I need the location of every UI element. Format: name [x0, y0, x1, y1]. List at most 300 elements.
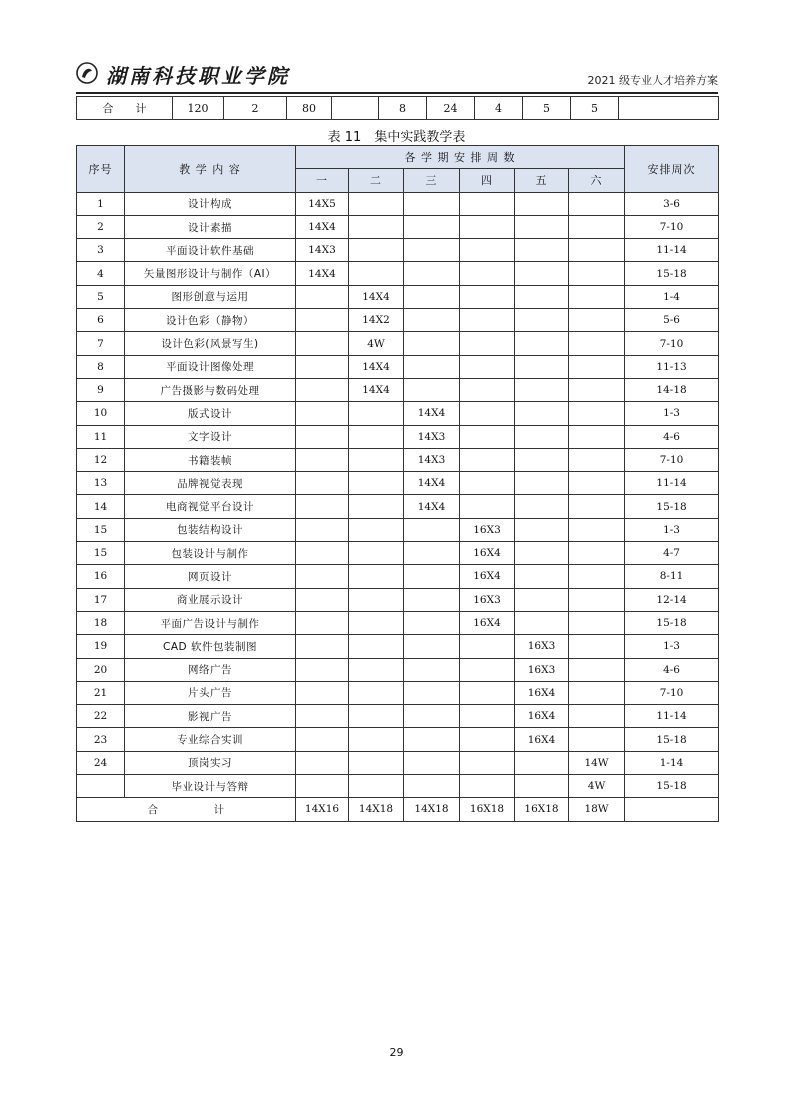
row-semester-2 [349, 192, 404, 215]
page-number: 29 [389, 1046, 404, 1059]
table-row [77, 518, 719, 541]
row-semester-1 [296, 285, 349, 308]
summary-cell [619, 97, 719, 120]
row-semester-2 [349, 542, 404, 565]
row-weeks: 15-18 [625, 775, 719, 798]
row-semester-1 [296, 635, 349, 658]
row-seq: 8 [77, 355, 125, 378]
row-semester-1 [296, 565, 349, 588]
table-row [77, 332, 719, 355]
row-semester-5: 16X4 [515, 728, 569, 751]
row-semester-2 [349, 681, 404, 704]
row-content: 平面设计图像处理 [125, 355, 296, 378]
row-content: 影视广告 [125, 705, 296, 728]
row-semester-3 [404, 588, 460, 611]
row-content: 包装结构设计 [125, 518, 296, 541]
row-semester-2 [349, 448, 404, 471]
row-semester-1 [296, 425, 349, 448]
row-semester-5 [515, 239, 569, 262]
row-weeks: 12-14 [625, 588, 719, 611]
row-content: 矢量图形设计与制作（AI） [125, 262, 296, 285]
row-semester-1 [296, 681, 349, 704]
row-semester-5 [515, 588, 569, 611]
total-semester-6: 18W [569, 798, 625, 821]
row-semester-6 [569, 518, 625, 541]
row-semester-6 [569, 658, 625, 681]
row-weeks: 7-10 [625, 448, 719, 471]
row-semester-1 [296, 728, 349, 751]
header-semester-5: 五 [515, 169, 569, 192]
row-content: 专业综合实训 [125, 728, 296, 751]
row-semester-4: 16X3 [460, 518, 515, 541]
row-semester-5: 16X3 [515, 635, 569, 658]
row-semester-2 [349, 472, 404, 495]
row-semester-1 [296, 588, 349, 611]
table-row [77, 262, 719, 285]
row-semester-5 [515, 518, 569, 541]
row-weeks: 1-3 [625, 518, 719, 541]
row-semester-4 [460, 285, 515, 308]
row-weeks: 8-11 [625, 565, 719, 588]
row-semester-1 [296, 705, 349, 728]
row-semester-4 [460, 728, 515, 751]
practice-table [76, 145, 719, 822]
row-semester-3 [404, 192, 460, 215]
row-content: 商业展示设计 [125, 588, 296, 611]
row-weeks: 11-14 [625, 705, 719, 728]
total-semester-5: 16X18 [515, 798, 569, 821]
row-weeks: 11-13 [625, 355, 719, 378]
row-semester-3 [404, 239, 460, 262]
table-row [77, 751, 719, 774]
row-semester-6 [569, 215, 625, 238]
row-semester-5 [515, 332, 569, 355]
row-semester-1: 14X4 [296, 262, 349, 285]
row-weeks: 11-14 [625, 472, 719, 495]
row-weeks: 14-18 [625, 378, 719, 401]
table-caption: 表 11 集中实践教学表 [327, 130, 466, 145]
row-semester-2: 14X2 [349, 309, 404, 332]
row-content: 品牌视觉表现 [125, 472, 296, 495]
row-semester-4: 16X3 [460, 588, 515, 611]
row-weeks: 4-6 [625, 425, 719, 448]
row-semester-4: 16X4 [460, 611, 515, 634]
summary-cell: 2 [224, 97, 287, 120]
row-semester-5 [515, 472, 569, 495]
row-semester-1 [296, 332, 349, 355]
row-semester-4 [460, 192, 515, 215]
row-semester-2 [349, 402, 404, 425]
table-row [77, 192, 719, 215]
row-semester-6 [569, 402, 625, 425]
header-semester-1: 一 [296, 169, 349, 192]
row-semester-5 [515, 285, 569, 308]
row-seq: 12 [77, 448, 125, 471]
row-seq: 4 [77, 262, 125, 285]
row-content: 网页设计 [125, 565, 296, 588]
row-semester-1: 14X5 [296, 192, 349, 215]
table-row [77, 472, 719, 495]
row-semester-3 [404, 355, 460, 378]
summary-cell [332, 97, 379, 120]
row-semester-5 [515, 215, 569, 238]
row-content: 文字设计 [125, 425, 296, 448]
row-semester-3 [404, 705, 460, 728]
summary-cell: 4 [475, 97, 523, 120]
header-semester-3: 三 [404, 169, 460, 192]
table-row [77, 309, 719, 332]
header-weeks: 安排周次 [625, 146, 719, 193]
row-content: 书籍装帧 [125, 448, 296, 471]
row-semester-2 [349, 588, 404, 611]
row-semester-1 [296, 775, 349, 798]
row-weeks: 3-6 [625, 192, 719, 215]
row-semester-3 [404, 681, 460, 704]
row-content: 顶岗实习 [125, 751, 296, 774]
row-semester-3 [404, 635, 460, 658]
header-row-1 [77, 146, 719, 169]
row-semester-6 [569, 332, 625, 355]
row-weeks: 4-6 [625, 658, 719, 681]
top-summary-row [77, 97, 719, 120]
row-semester-1 [296, 518, 349, 541]
row-content: 设计构成 [125, 192, 296, 215]
row-content: 网络广告 [125, 658, 296, 681]
table-row [77, 705, 719, 728]
row-semester-4 [460, 705, 515, 728]
row-semester-2 [349, 425, 404, 448]
row-semester-6 [569, 472, 625, 495]
row-content: 设计素描 [125, 215, 296, 238]
table-row [77, 542, 719, 565]
row-weeks: 4-7 [625, 542, 719, 565]
row-semester-6 [569, 611, 625, 634]
total-semester-1: 14X16 [296, 798, 349, 821]
table-row [77, 728, 719, 751]
row-semester-3: 14X4 [404, 472, 460, 495]
row-seq: 14 [77, 495, 125, 518]
row-semester-4 [460, 495, 515, 518]
table-row [77, 402, 719, 425]
plan-title: 2021 级专业人才培养方案 [587, 74, 718, 87]
table-row [77, 239, 719, 262]
row-seq: 2 [77, 215, 125, 238]
row-content: 设计色彩（静物） [125, 309, 296, 332]
row-seq: 18 [77, 611, 125, 634]
row-semester-4 [460, 239, 515, 262]
row-semester-3: 14X3 [404, 448, 460, 471]
row-weeks: 11-14 [625, 239, 719, 262]
summary-cell: 24 [427, 97, 475, 120]
row-content: 电商视觉平台设计 [125, 495, 296, 518]
row-semester-3: 14X4 [404, 402, 460, 425]
row-semester-5 [515, 565, 569, 588]
row-semester-1 [296, 402, 349, 425]
row-seq: 6 [77, 309, 125, 332]
row-semester-6 [569, 355, 625, 378]
row-semester-2 [349, 495, 404, 518]
table-row [77, 355, 719, 378]
summary-cell: 5 [523, 97, 571, 120]
row-semester-2: 14X4 [349, 378, 404, 401]
row-semester-6 [569, 448, 625, 471]
row-weeks: 1-3 [625, 402, 719, 425]
row-weeks: 15-18 [625, 728, 719, 751]
row-seq: 3 [77, 239, 125, 262]
table-row [77, 681, 719, 704]
row-semester-4 [460, 355, 515, 378]
row-semester-1: 14X3 [296, 239, 349, 262]
summary-cell: 合 计 [77, 97, 173, 120]
row-semester-6 [569, 495, 625, 518]
table-row [77, 378, 719, 401]
row-seq: 13 [77, 472, 125, 495]
row-content: 平面设计软件基础 [125, 239, 296, 262]
table-row [77, 285, 719, 308]
row-weeks: 7-10 [625, 681, 719, 704]
row-semester-5 [515, 775, 569, 798]
row-semester-2 [349, 518, 404, 541]
row-semester-3 [404, 309, 460, 332]
row-semester-6: 4W [569, 775, 625, 798]
row-semester-3: 14X4 [404, 495, 460, 518]
row-content: 毕业设计与答辩 [125, 775, 296, 798]
row-semester-1 [296, 448, 349, 471]
row-semester-6: 14W [569, 751, 625, 774]
table-row [77, 565, 719, 588]
row-content: CAD 软件包装制图 [125, 635, 296, 658]
row-semester-5 [515, 611, 569, 634]
row-semester-3: 14X3 [404, 425, 460, 448]
row-semester-5 [515, 542, 569, 565]
row-seq: 22 [77, 705, 125, 728]
row-semester-3 [404, 728, 460, 751]
header-semester-6: 六 [569, 169, 625, 192]
row-semester-5: 16X4 [515, 681, 569, 704]
row-semester-6 [569, 705, 625, 728]
row-semester-4 [460, 448, 515, 471]
summary-cell: 5 [571, 97, 619, 120]
row-semester-1 [296, 611, 349, 634]
row-semester-4 [460, 309, 515, 332]
row-weeks: 7-10 [625, 332, 719, 355]
row-semester-5 [515, 425, 569, 448]
row-content: 包装设计与制作 [125, 542, 296, 565]
table-row [77, 635, 719, 658]
row-semester-2 [349, 705, 404, 728]
row-semester-2 [349, 775, 404, 798]
row-semester-3 [404, 658, 460, 681]
row-semester-5 [515, 448, 569, 471]
row-semester-2 [349, 751, 404, 774]
row-semester-5 [515, 355, 569, 378]
row-semester-3 [404, 751, 460, 774]
row-seq: 1 [77, 192, 125, 215]
row-semester-1 [296, 355, 349, 378]
row-semester-6 [569, 425, 625, 448]
row-semester-2 [349, 215, 404, 238]
school-name: 湖南科技职业学院 [106, 64, 290, 88]
row-seq: 15 [77, 518, 125, 541]
row-semester-3 [404, 332, 460, 355]
row-semester-2: 14X4 [349, 355, 404, 378]
row-semester-6 [569, 309, 625, 332]
table-row [77, 425, 719, 448]
row-semester-6 [569, 192, 625, 215]
total-weeks [625, 798, 719, 821]
row-semester-1 [296, 495, 349, 518]
row-weeks: 1-4 [625, 285, 719, 308]
row-content: 设计色彩(风景写生) [125, 332, 296, 355]
row-weeks: 5-6 [625, 309, 719, 332]
total-row [77, 798, 719, 821]
total-semester-2: 14X18 [349, 798, 404, 821]
row-semester-4 [460, 751, 515, 774]
row-content: 平面广告设计与制作 [125, 611, 296, 634]
row-weeks: 1-14 [625, 751, 719, 774]
row-semester-4 [460, 775, 515, 798]
row-seq: 21 [77, 681, 125, 704]
row-seq: 17 [77, 588, 125, 611]
row-seq [77, 775, 125, 798]
row-semester-4 [460, 635, 515, 658]
table-body [77, 192, 719, 821]
row-semester-4 [460, 332, 515, 355]
row-semester-1 [296, 472, 349, 495]
row-weeks: 15-18 [625, 611, 719, 634]
row-semester-1 [296, 378, 349, 401]
row-content: 版式设计 [125, 402, 296, 425]
row-semester-4 [460, 472, 515, 495]
row-semester-6 [569, 285, 625, 308]
table-row [77, 588, 719, 611]
row-semester-5 [515, 378, 569, 401]
header-seq: 序号 [77, 146, 125, 193]
row-seq: 10 [77, 402, 125, 425]
row-seq: 23 [77, 728, 125, 751]
row-semester-2: 4W [349, 332, 404, 355]
row-semester-3 [404, 611, 460, 634]
row-semester-4 [460, 215, 515, 238]
row-semester-6 [569, 728, 625, 751]
row-semester-5 [515, 402, 569, 425]
row-semester-6 [569, 681, 625, 704]
header-semester-4: 四 [460, 169, 515, 192]
table-row [77, 448, 719, 471]
page-header [76, 58, 718, 94]
row-semester-2 [349, 611, 404, 634]
row-semester-5 [515, 309, 569, 332]
total-semester-3: 14X18 [404, 798, 460, 821]
row-semester-5 [515, 751, 569, 774]
row-semester-3 [404, 775, 460, 798]
row-semester-3 [404, 378, 460, 401]
summary-cell: 120 [173, 97, 224, 120]
table-row [77, 215, 719, 238]
row-semester-1 [296, 658, 349, 681]
row-content: 片头广告 [125, 681, 296, 704]
summary-cell: 8 [379, 97, 427, 120]
row-semester-6 [569, 239, 625, 262]
row-semester-6 [569, 588, 625, 611]
row-semester-6 [569, 565, 625, 588]
row-seq: 15 [77, 542, 125, 565]
row-semester-2 [349, 635, 404, 658]
total-semester-4: 16X18 [460, 798, 515, 821]
row-semester-5: 16X4 [515, 705, 569, 728]
row-semester-3 [404, 565, 460, 588]
row-semester-6 [569, 635, 625, 658]
row-semester-1 [296, 309, 349, 332]
row-semester-2: 14X4 [349, 285, 404, 308]
row-weeks: 1-3 [625, 635, 719, 658]
row-seq: 7 [77, 332, 125, 355]
summary-cell: 80 [287, 97, 332, 120]
header-content: 教 学 内 容 [125, 146, 296, 193]
row-semester-4: 16X4 [460, 565, 515, 588]
row-semester-2 [349, 262, 404, 285]
row-seq: 16 [77, 565, 125, 588]
table-row [77, 658, 719, 681]
row-semester-6 [569, 262, 625, 285]
row-semester-5: 16X3 [515, 658, 569, 681]
row-semester-4 [460, 681, 515, 704]
header-semester-2: 二 [349, 169, 404, 192]
row-semester-2 [349, 658, 404, 681]
row-semester-4 [460, 425, 515, 448]
row-semester-4 [460, 378, 515, 401]
row-semester-1: 14X4 [296, 215, 349, 238]
row-semester-4 [460, 402, 515, 425]
header-semesters-group: 各 学 期 安 排 周 数 [296, 146, 625, 169]
row-semester-5 [515, 262, 569, 285]
total-label: 合 计 [77, 798, 296, 821]
row-semester-5 [515, 495, 569, 518]
row-content: 图形创意与运用 [125, 285, 296, 308]
row-semester-3 [404, 285, 460, 308]
table-row [77, 775, 719, 798]
row-weeks: 15-18 [625, 495, 719, 518]
row-semester-2 [349, 565, 404, 588]
row-semester-4 [460, 262, 515, 285]
row-weeks: 7-10 [625, 215, 719, 238]
row-semester-6 [569, 378, 625, 401]
school-logo-icon [76, 62, 98, 84]
row-semester-6 [569, 542, 625, 565]
row-semester-4: 16X4 [460, 542, 515, 565]
row-semester-5 [515, 192, 569, 215]
row-semester-2 [349, 728, 404, 751]
row-seq: 11 [77, 425, 125, 448]
row-semester-3 [404, 518, 460, 541]
row-weeks: 15-18 [625, 262, 719, 285]
top-summary-table [76, 96, 719, 120]
row-seq: 20 [77, 658, 125, 681]
row-seq: 24 [77, 751, 125, 774]
row-semester-2 [349, 239, 404, 262]
table-row [77, 611, 719, 634]
row-semester-1 [296, 542, 349, 565]
row-semester-4 [460, 658, 515, 681]
row-seq: 9 [77, 378, 125, 401]
row-semester-3 [404, 262, 460, 285]
row-seq: 5 [77, 285, 125, 308]
row-seq: 19 [77, 635, 125, 658]
row-semester-3 [404, 215, 460, 238]
row-semester-1 [296, 751, 349, 774]
table-row [77, 495, 719, 518]
row-content: 广告摄影与数码处理 [125, 378, 296, 401]
